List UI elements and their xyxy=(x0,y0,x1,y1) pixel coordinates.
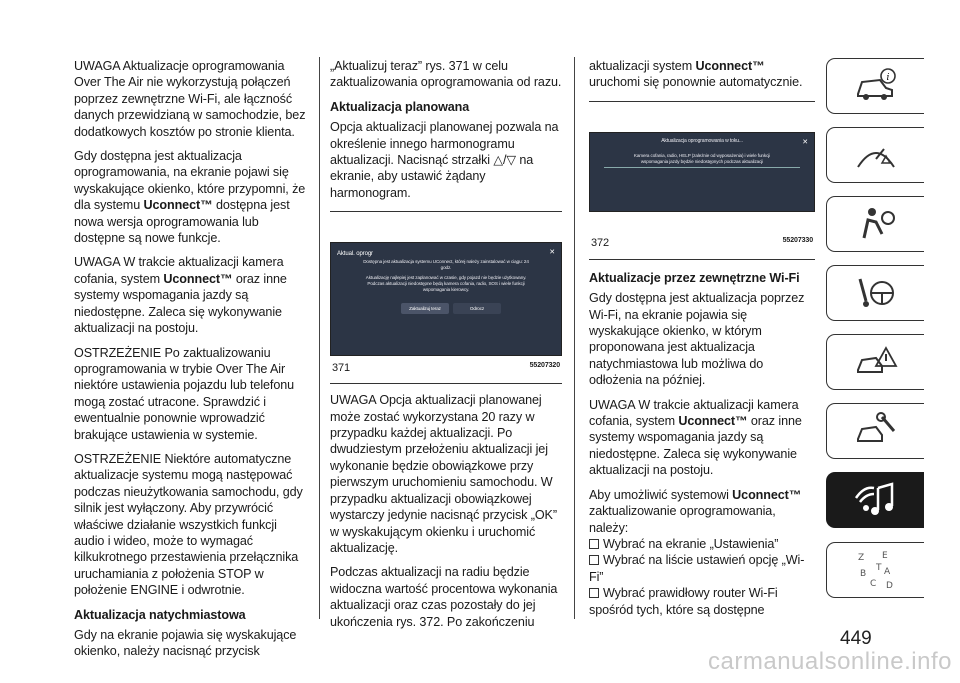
svg-text:Z: Z xyxy=(857,553,864,563)
section-heading: Aktualizacja planowana xyxy=(330,99,470,114)
multimedia-wifi-music-icon xyxy=(852,478,900,522)
watermark: carmanualsonline.info xyxy=(708,648,952,675)
update-popup-screen xyxy=(330,242,562,356)
tab-index[interactable] xyxy=(826,542,924,598)
svg-text:A: A xyxy=(883,567,890,577)
popup-text-2: Aktualizację najlepiej jest zaplanować w czasie, gdy pojazd nie będzie użytkowany. Podczas aktualizacji niedostępne będą kamera cofania, radio, SOS i wiele funkcji wspomagania kierowcy. xyxy=(365,275,527,292)
column-1 xyxy=(74,58,310,668)
divider xyxy=(330,211,562,212)
section-heading: Aktualizacje przez zewnętrzne Wi-Fi xyxy=(589,270,800,285)
figure-372 xyxy=(589,132,815,260)
svg-text:D: D xyxy=(885,581,893,591)
svg-text:T: T xyxy=(875,563,881,573)
figure-371 xyxy=(330,242,562,384)
car-crash-warning-icon xyxy=(852,340,900,384)
paragraph: Aby umożliwić systemowi Uconnect™ zaktualizowanie oprogramowania, należy: xyxy=(589,487,802,535)
tab-emergency[interactable] xyxy=(826,334,924,390)
svg-text:E: E xyxy=(881,551,888,561)
tab-car-info[interactable] xyxy=(826,58,924,114)
steering-wheel-key-icon xyxy=(852,271,900,315)
column-3 xyxy=(589,58,815,618)
dashboard-warning-icon xyxy=(852,133,900,177)
paragraph: UWAGA Opcja aktualizacji planowanej może zostać wykorzystana 20 razy w przypadku każdej aktualizacji. Po dwudziestym przełożeniu aktualizacji jej wykonanie będzie obowiązkowe przy pierwszym uruchomieniu samochodu. W przypadku aktualizacji obowiązkowej wystarczy jedynie nacisnąć przycisk „OK” w wyskakującym okienku i uruchomić aktualizację. xyxy=(330,393,557,555)
progress-bar xyxy=(604,167,800,168)
alphabet-index-icon xyxy=(852,548,900,592)
page-number: 449 xyxy=(840,628,872,649)
column-separator-1 xyxy=(319,57,320,619)
close-icon[interactable]: ✕ xyxy=(802,138,808,146)
figure-code: 55207330 xyxy=(782,237,813,245)
paragraph: OSTRZEŻENIE Po zaktualizowaniu oprogramowania w trybie Over The Air niektóre ustawienia pojazdu lub telefonu mogą zostać utracone. Sprawdzić i ewentualnie ponownie wprowadzić brakujące ustawienia w systemie. xyxy=(74,345,295,442)
update-now-button[interactable]: Zaktualizuj teraz xyxy=(401,303,449,314)
list-item: Wybrać prawidłowy router Wi-Fi spośród tych, które są dostępne xyxy=(589,586,778,617)
divider xyxy=(330,383,562,384)
paragraph: UWAGA W trakcie aktualizacji kamera cofania, system Uconnect™ oraz inne systemy wspomagania jazdy są niedostępne. Zaleca się wykonywanie aktualizacji na postoju. xyxy=(74,255,287,336)
paragraph: Podczas aktualizacji na radiu będzie widoczna wartość procentowa wykonania aktualizacji oraz czas pozostały do jej ukończenia rys. 372. Po zakończeniu xyxy=(330,565,558,629)
divider xyxy=(589,101,815,102)
checkbox-bullet-icon xyxy=(589,539,599,549)
paragraph: aktualizacji system Uconnect™ uruchomi się ponownie automatycznie. xyxy=(589,59,803,90)
list-item: Wybrać na ekranie „Ustawienia” xyxy=(589,536,815,552)
car-info-icon xyxy=(852,64,900,108)
progress-text: Kamera cofania, radio, HELP (zależnie od wyposażenia) i wiele funkcji wspomagania jazdy będzie niedostępnych podczas aktualizacji xyxy=(633,152,771,164)
paragraph: Opcja aktualizacji planowanej pozwala na określenie innego harmonogramu aktualizacji. Nacisnąć strzałki △/▽ na ekranie, aby ustawić żądany harmonogram. xyxy=(330,120,559,200)
paragraph: Gdy dostępna jest aktualizacja poprzez Wi-Fi, na ekranie pojawia się wyskakujące okienko, w którym proponowana jest aktualizacja natychmiastowa lub możliwa do odłożenia na później. xyxy=(589,291,805,388)
wrench-tools-icon xyxy=(852,409,900,453)
paragraph: UWAGA W trakcie aktualizacji kamera cofania, system Uconnect™ oraz inne systemy wspomagania jazdy są niedostępne. Zaleca się wykonywanie aktualizacji na postoju. xyxy=(589,397,802,478)
divider xyxy=(589,259,815,260)
section-heading: Aktualizacja natychmiastowa xyxy=(74,607,246,622)
checkbox-bullet-icon xyxy=(589,555,599,565)
progress-title: Aktualizacja oprogramowania w toku... xyxy=(661,137,743,144)
postpone-button[interactable]: Odrocz xyxy=(453,303,501,314)
tab-starting-driving[interactable] xyxy=(826,265,924,321)
paragraph: UWAGA Aktualizacje oprogramowania Over The Air nie wykorzystują połączeń poprzez zewnętrzne Wi-Fi, ale łączność danych przewidzianą w samochodzie, bez dodatkowych kosztów po stronie klienta. xyxy=(74,59,306,139)
figure-number: 372 xyxy=(591,237,610,250)
column-2 xyxy=(330,58,562,638)
update-progress-screen xyxy=(589,132,815,212)
paragraph: Gdy na ekranie pojawia się wyskakujące okienko, należy nacisnąć przycisk xyxy=(74,628,297,659)
popup-title: Aktual. oprogr xyxy=(337,251,373,258)
figure-number: 371 xyxy=(332,361,351,374)
list-item: Wybrać na liście ustawień opcję „Wi-Fi” xyxy=(589,553,805,584)
paragraph: OSTRZEŻENIE Niektóre automatyczne aktualizacje systemu mogą następować podczas nieużytkowania samochodu, gdy silnik jest wyłączony. Aby przywrócić właściwe działanie wszystkich funkcji audio i wideo, może to wymagać kilkukrotnego przestawienia przełącznika uruchamiania z położenia STOP w położenie ENGINE i odwrotnie. xyxy=(74,451,303,598)
checkbox-bullet-icon xyxy=(589,588,599,598)
figure-code: 55207320 xyxy=(529,361,560,369)
seat-airbag-icon xyxy=(852,202,900,246)
svg-text:C: C xyxy=(869,579,876,589)
close-icon[interactable]: ✕ xyxy=(549,249,555,257)
svg-text:B: B xyxy=(859,569,866,579)
paragraph: „Aktualizuj teraz” rys. 371 w celu zaktualizowania oprogramowania od razu. xyxy=(330,59,562,90)
tab-maintenance[interactable] xyxy=(826,403,924,459)
paragraph: Gdy dostępna jest aktualizacja oprogramowania, na ekranie pojawi się wyskakujące okienko, które przypomni, że dla systemu Uconnect™ dostępna jest nowa wersja oprogramowania lub dostępne są nowe funkcje. xyxy=(74,149,306,246)
tab-dashboard[interactable] xyxy=(826,127,924,183)
svg-text:i: i xyxy=(886,73,889,83)
popup-text-1: Dostępna jest aktualizacja systemu UConnect, której należy zainstalować w ciągu: 24 godz. xyxy=(363,259,529,271)
tab-multimedia[interactable] xyxy=(826,472,924,528)
column-separator-2 xyxy=(574,57,575,619)
tab-safety[interactable] xyxy=(826,196,924,252)
